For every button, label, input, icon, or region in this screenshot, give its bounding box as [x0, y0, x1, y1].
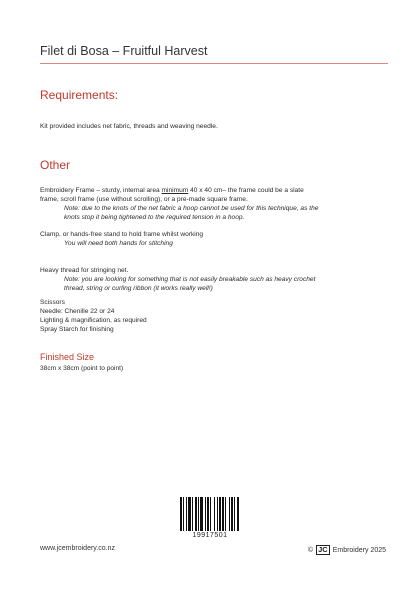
frame-line-2: frame, scroll frame (use without scrolling), or a pre-made square frame. — [40, 196, 248, 203]
frame-minimum-underlined: minimum — [161, 187, 189, 194]
thread-note-2: thread, string or curling ribbon (it works really well!) — [64, 285, 213, 292]
finished-size-line: 38cm x 38cm (point to point) — [40, 365, 124, 372]
frame-line-1b: 40 x 40 cm– the frame could be a slate — [188, 187, 304, 194]
frame-item — [40, 186, 390, 222]
scissors-line: Scissors — [40, 299, 65, 306]
jc-logo: JC — [318, 545, 328, 554]
finished-size-heading: Finished Size — [40, 352, 95, 362]
needle-line: Needle: Chenille 22 or 24 — [40, 308, 115, 315]
page-title: Filet di Bosa – Fruitful Harvest — [40, 44, 208, 58]
frame-note-2: knots stop it being tightened to the required tension in a hoop. — [64, 214, 245, 221]
misc-items — [40, 298, 390, 334]
thread-item — [40, 266, 390, 293]
clamp-item — [40, 230, 390, 248]
copyright-symbol: © — [307, 546, 314, 554]
frame-line-1a: Embroidery Frame – sturdy, internal area — [40, 187, 162, 194]
frame-note-1: Note: due to the knots of the net fabric a hoop cannot be used for this technique, as the — [64, 205, 319, 212]
thread-note-1: Note: you are looking for something that is not easily breakable such as heavy crochet — [64, 276, 316, 283]
finished-size-text — [40, 364, 390, 373]
barcode-number: 19917501 — [192, 532, 228, 539]
requirements-heading: Requirements: — [40, 88, 119, 102]
website-link[interactable]: www.jcembroidery.co.nz — [40, 545, 115, 552]
frame-line-1 — [40, 186, 390, 195]
copyright-text: Embroidery 2025 — [332, 546, 386, 554]
barcode-bar — [239, 497, 240, 531]
barcode-image — [180, 497, 240, 531]
title-divider — [40, 63, 388, 64]
requirements-text — [40, 122, 390, 131]
clamp-note: You will need both hands for stitching — [64, 240, 173, 247]
lighting-line: Lighting & magnification, as required — [40, 317, 147, 324]
other-heading: Other — [40, 158, 71, 172]
copyright-notice — [308, 545, 386, 555]
clamp-line: Clamp, or hands-free stand to hold frame whilst working — [40, 231, 204, 238]
starch-line: Spray Starch for finishing — [40, 326, 114, 333]
requirements-line: Kit provided includes net fabric, threads and weaving needle. — [40, 123, 218, 130]
thread-line: Heavy thread for stringing net. — [40, 267, 129, 274]
